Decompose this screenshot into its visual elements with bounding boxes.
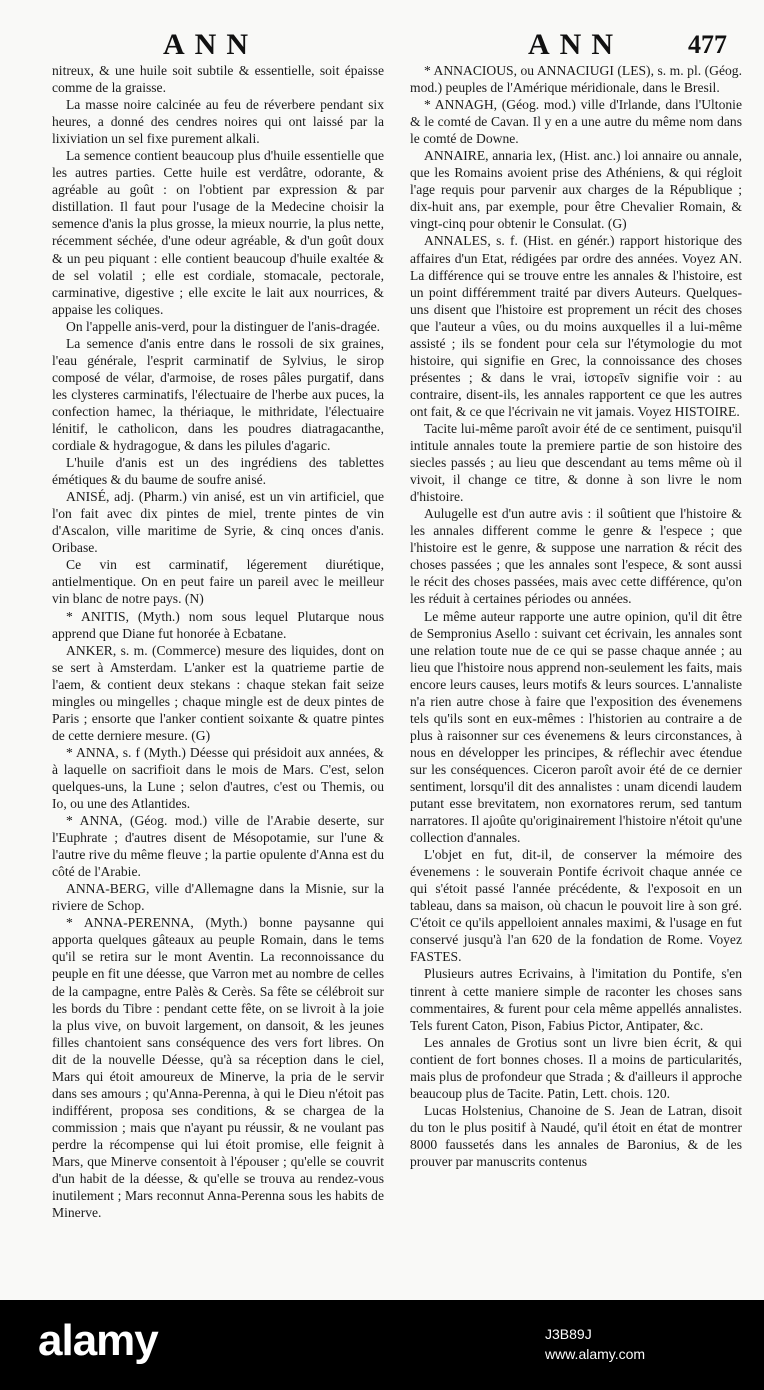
entry-anna-perenna: * ANNA-PERENNA, (Myth.) bonne paysanne qui apporta quelques gâteaux au peuple Romain, dans le tems qu'il se retira sur le mont Aventin. La reconnoissance du peuple en fit une déesse, que Varron met au nombre de celles de la campagne, entre Palès & Cerès. Sa fête se célébroit sur les bords du Tibre : pendant cette fête, on se livroit à la joie la plus vive, on buvoit largement, on dansoit, & les jeunes filles chantoient sans conséquence des vers fort libres. On dit de la nouvelle Déesse, qu'à sa réception dans le ciel, Mars qui étoit amoureux de Minerve, la pria de le servir dans ses amours ; qu'Anna-Perenna, à qui le Dieu n'étoit pas indifférent, proposa ses conditions, & se chargea de la commission ; mais que n'ayant pu réussir, & ne voulant pas perdre la récompense qui lui étoit promise, elle feignit à Mars, que Minerve consentoit à l'épouser ; qu'elle se couvrit d'un habit de la déesse, & qu'elle se trouva au rendez-vous inutilement ; Mars reconnut Anna-Perenna sous les habits de Minerve. [52,915,384,1221]
entry-anise: ANISÉ, adj. (Pharm.) vin anisé, est un vin artificiel, que l'on fait avec dix pintes de miel, trente pintes de vin d'Ascalon, ville maritime de Syrie, & cinq onces d'anis. Oribase. [52,489,384,556]
paragraph: Aulugelle est d'un autre avis : il soûtient que l'histoire & les annales different comme le genre & l'espece ; que l'histoire est le genre, & suppose une narration & récit des choses passées ; que les annales sont l'espece, & sont aussi le récit des choses passées, mais avec cette différence, qu'on les réduit à certaines périodes ou années. [410,506,742,607]
entry-anna-myth: * ANNA, s. f (Myth.) Déesse qui présidoit aux années, & à laquelle on sacrifioit dans le mois de Mars. C'est, selon quelques-uns, la Lune ; selon d'autres, c'est ou Themis, ou Io, ou une des Atlantides. [52,744,384,812]
paragraph: Lucas Holstenius, Chanoine de S. Jean de Latran, disoit du ton le plus positif à Naudé, qu'il étoit en état de montrer 8000 faussetés dans les annales de Baronius, & de les prouver par manuscrits contenus [410,1102,742,1169]
page-number: 477 [688,30,727,59]
entry-anker: ANKER, s. m. (Commerce) mesure des liquides, dont on se sert à Amsterdam. L'anker est la quatrieme partie de l'aem, & contient deux stekans : chaque stekan fait seize mingles ou mingelles ; chaque mingle est de deux pintes de Paris ; ensorte que l'anker contient soixante & quatre pintes de cette derniere mesure. (G) [52,642,384,743]
paragraph: nitreux, & une huile soit subtile & essentielle, soit épaisse comme de la graisse. [52,63,384,96]
paragraph: Ce vin est carminatif, légerement diurétique, antielmentique. On en peut faire un pareil avec le meilleur vin blanc de notre pays. (N) [52,557,384,607]
entry-anitis: * ANITIS, (Myth.) nom sous lequel Plutarque nous apprend que Diane fut honorée à Ecbatane. [52,608,384,641]
right-column [410,62,742,1170]
running-head-right: ANN [528,28,623,61]
paragraph: On l'appelle anis-verd, pour la distinguer de l'anis-dragée. [66,318,381,334]
watermark-url: www.alamy.com [545,1346,646,1362]
paragraph: Plusieurs autres Ecrivains, à l'imitation du Pontife, s'en tinrent à cette maniere simple de raconter les choses sans commentaires, & furent pour cela même appellés annalistes. Tels furent Caton, Pison, Fabius Pictor, Antipater, &c. [410,966,742,1033]
left-column [52,62,384,1221]
image-id: J3B89J [545,1326,592,1342]
entry-annales: ANNALES, s. f. (Hist. en génér.) rapport historique des affaires d'un Etat, rédigées par ordre des années. Voyez AN. La différence qui se trouve entre les annales & l'histoire, est un point différemment traité par divers Auteurs. Quelques-uns disent que l'histoire est proprement un récit des choses que l'auteur a vûes, ou du moins auxquelles il a lui-même assisté ; ils se fondent pour cela sur l'étymologie du mot histoire, qui signifie en Grec, la connoissance des choses présentes ; & dans le vrai, ἱστορεῖν signifie voir : au contraire, disent-ils, les annales rapportent ce que les autres ont fait, & ce que l'écrivain ne vit jamais. Voyez HISTOIRE. [410,233,742,419]
running-head-left: ANN [163,28,258,61]
paragraph: L'objet en fut, dit-il, de conserver la mémoire des évenemens : le souverain Pontife écrivoit chaque année ce qui s'étoit passé l'année précédente, & l'exposoit en un tableau, dans sa maison, où chacun le pouvoit lire à son gré. C'étoit ce qu'ils appelloient annales maximi, & l'usage en fut conservé jusqu'à l'an 620 de la fondation de Rome. Voyez FASTES. [410,847,742,965]
paragraph: La semence d'anis entre dans le rossoli de six graines, l'eau générale, l'esprit carminatif de Sylvius, le sirop composé de vélar, d'armoise, de roses pâles purgatif, dans les clysteres carminatifs, l'électuaire de l'herbe aux puces, la confection hamec, la thériaque, le mithridate, l'électuaire lénitif, le catholicon, dans les poudres diatragacanthe, cordiale & hydragogue, & dans les pilules d'agaric. [52,335,384,454]
entry-annacious: * ANNACIOUS, ou ANNACIUGI (LES), s. m. pl. (Géog. mod.) peuples de l'Amérique méridionale, dans le Bresil. [410,63,742,96]
entry-anna-berg: ANNA-BERG, ville d'Allemagne dans la Misnie, sur la riviere de Schop. [52,881,384,914]
paragraph: La masse noire calcinée au feu de réverbere pendant six heures, a donné des cendres noires qui ont laissé par la lixiviation un sel fixe purement alkali. [52,97,384,147]
alamy-logo: alamy [38,1316,158,1365]
paragraph: Tacite lui-même paroît avoir été de ce sentiment, puisqu'il intitule annales toute la premiere partie de son histoire des siecles passés ; au lieu que descendant au tems même où il vivoit, il change ce titre, & donne à son livre le nom d'histoire. [410,420,742,505]
paragraph: Les annales de Grotius sont un livre bien écrit, & qui contient de fort bonnes choses. Il a moins de particularités, mais plus de profondeur que Strada ; & d'ailleurs il approche beaucoup plus de Tacite. Patin, Lett. chois. 120. [410,1034,742,1101]
entry-annaire: ANNAIRE, annaria lex, (Hist. anc.) loi annaire ou annale, que les Romains avoient prise des Athéniens, & qui régloit l'age requis pour parvenir aux charges de la République ; dix-huit ans, par exemple, pour être Chevalier Romain, & vingt-cinq pour obtenir le Consulat. (G) [410,148,742,232]
entry-anna-geog: * ANNA, (Géog. mod.) ville de l'Arabie deserte, sur l'Euphrate ; d'autres disent de Mésopotamie, sur l'une & l'autre rive du même fleuve ; la partie opulente d'Anna est du côté de l'Arabie. [52,813,384,880]
entry-annagh: * ANNAGH, (Géog. mod.) ville d'Irlande, dans l'Ultonie & le comté de Cavan. Il y en a une autre du même nom dans le comté de Downe. [410,97,742,147]
paragraph: Le même auteur rapporte une autre opinion, qu'il dit être de Sempronius Asello : suivant cet écrivain, les annales sont une relation toute nue de ce qui se passe chaque année ; au lieu que l'histoire nous apprend non-seulement les faits, mais encore leurs causes, leurs motifs & leurs sources. L'annaliste n'a rien autre chose à faire que l'exposition des évenemens tels qu'ils sont en eux-mêmes : l'historien au contraire a de plus à raisonner sur ces évenemens & leurs circonstances, à nous en développer les principes, & réflechir avec étendue sur les conséquences. Ciceron paroît avoir été de ce dernier sentiment, lorsqu'il dit des annalistes : unam dicendi laudem putant esse brevitatem, non exornatores rerum, sed tantum narratores. Il ajoûte qu'originairement l'histoire n'étoit qu'une collection d'annales. [410,608,742,846]
paragraph: L'huile d'anis est un des ingrédiens des tablettes émétiques & du baume de soufre anisé. [52,455,384,488]
paragraph: La semence contient beaucoup plus d'huile essentielle que les autres parties. Cette huile est verdâtre, odorante, & agréable au goût : on l'obtient par expression & par distillation. Il faut pour l'usage de la Medecine choisir la semence d'anis la plus grosse, la mieux nourrie, la plus nette, récemment séchée, d'une odeur agréable, & d'un goût doux & un peu piquant : elle contient beaucoup d'huile exaltée & de sel volatil ; elle est cordiale, stomacale, pectorale, carminative, digestive ; elle excite le lait aux nourrices, & appaise les coliques. [52,148,384,317]
